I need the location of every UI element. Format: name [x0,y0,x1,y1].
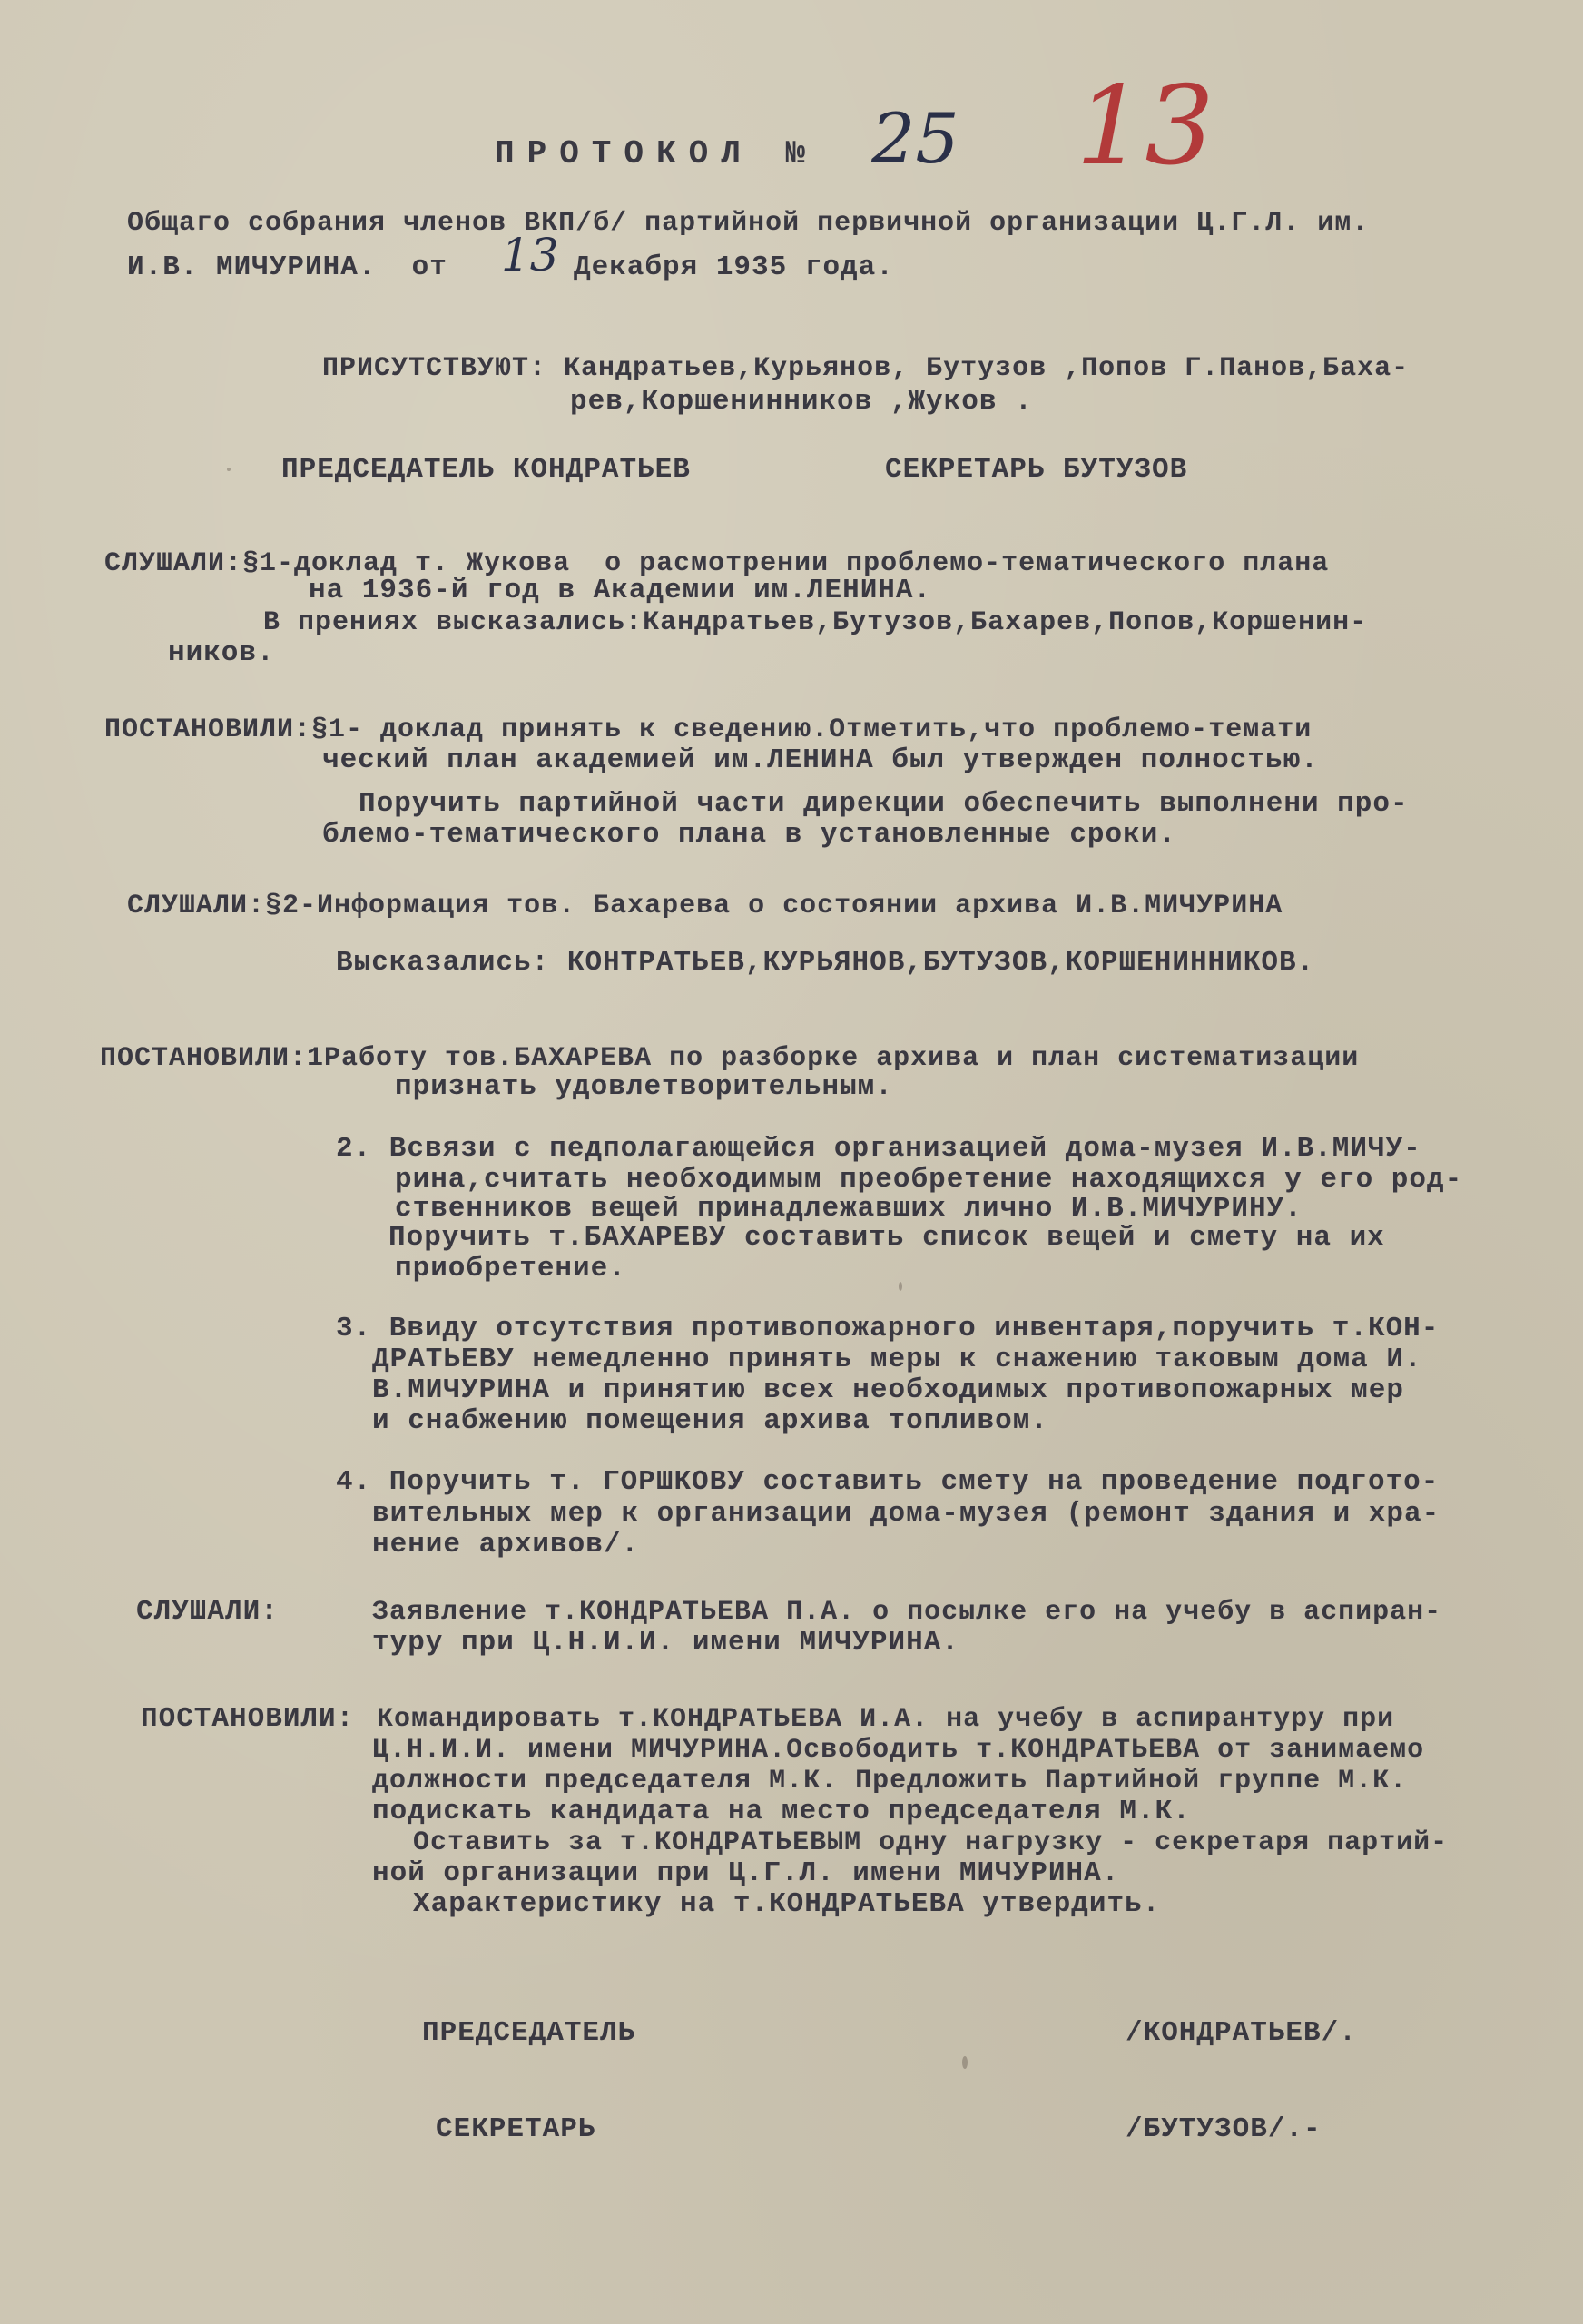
item-2-line-5: приобретение. [395,1253,626,1285]
heard-1-line-3: В прениях высказались:Кандратьев,Бутузов,Бахарев,Попов,Коршенин- [263,607,1368,638]
item-2-line-2: рина,считать необходимым преобретение находящихся у его род- [395,1164,1463,1196]
heard-1-line-4: ников. [168,637,275,669]
resolved-2-line-1: ПОСТАНОВИЛИ:1Работу тов.БАХАРЕВА по разборке архива и план систематизации [100,1043,1360,1074]
item-2-line-4: Поручить т.БАХАРЕВУ составить список вещей и смету на их [388,1222,1385,1254]
resolved-1-line-3: Поручить партийной части дирекции обеспечить выполнени про- [359,788,1409,820]
protocol-title: ПРОТОКОЛ № [495,135,819,172]
secretary-signature-label: СЕКРЕТАРЬ [436,2113,596,2145]
chair-signature-label: ПРЕДСЕДАТЕЛЬ [422,2017,636,2049]
protocol-number-handwritten: 25 [871,98,959,179]
paper-speck [899,1282,902,1291]
item-3-line-2: ДРАТЬЕВУ немедленно принять меры к снажению таковым дома И. [372,1344,1422,1375]
chair-signature-name: /КОНДРАТЬЕВ/. [1126,2017,1357,2049]
resolved-1-line-2: ческий план академией им.ЛЕНИНА был утвержден полностью. [322,744,1319,776]
secretary-officer: СЕКРЕТАРЬ БУТУЗОВ [885,454,1188,486]
heard-3-label: СЛУШАЛИ: [136,1596,279,1628]
paper-speck [962,2056,968,2069]
heard-1-line-1: СЛУШАЛИ:§1-доклад т. Жукова о расмотрении проблемо-тематического плана [104,548,1330,579]
resolved-3-line-7: Характеристику на т.КОНДРАТЬЕВА утвердить. [413,1888,1161,1920]
heard-3-line-1: Заявление т.КОНДРАТЬЕВА П.А. о посылке его на учебу в аспиран- [372,1597,1442,1628]
resolved-3-line-6: ной организации при Ц.Г.Л. имени МИЧУРИНА. [372,1857,1120,1889]
item-4-line-3: нение архивов/. [372,1529,640,1561]
heard-1-line-2: на 1936-й год в Академии им.ЛЕНИНА. [309,575,932,606]
item-3-line-3: В.МИЧУРИНА и принятию всех необходимых противопожарных мер [372,1374,1404,1406]
resolved-3-line-5: Оставить за т.КОНДРАТЬЕВЫМ одну нагрузку - секретаря партий- [413,1827,1449,1858]
resolved-2-line-2: признать удовлетворительным. [395,1071,893,1103]
archive-page-number-red: 13 [1076,64,1214,190]
heard-2-line-2: Высказались: КОНТРАТЬЕВ,КУРЬЯНОВ,БУТУЗОВ,КОРШЕНИННИКОВ. [336,947,1315,979]
item-4-line-1: 4. Поручить т. ГОРШКОВУ составить смету на проведение подгото- [336,1466,1440,1498]
resolved-3-label: ПОСТАНОВИЛИ: [141,1703,355,1735]
attendance-line-2: рев,Коршенинников ,Жуков . [570,386,1033,418]
resolved-3-line-1: Командировать т.КОНДРАТЬЕВА И.А. на учебу в аспирантуру при [377,1704,1395,1735]
date-day-handwritten: 13 [501,229,559,281]
resolved-3-line-4: подискать кандидата на место председателя М.К. [372,1796,1191,1827]
subtitle-line-2-start: И.В. МИЧУРИНА. от [127,251,447,283]
heard-3-line-2: туру при Ц.Н.И.И. имени МИЧУРИНА. [372,1627,959,1659]
item-4-line-2: вительных мер к организации дома-музея (ремонт здания и хра- [372,1498,1440,1530]
resolved-1-line-4: блемо-тематического плана в установленные сроки. [322,819,1176,851]
item-2-line-1: 2. Всвязи с педполагающейся организацией дома-музея И.В.МИЧУ- [336,1133,1421,1165]
item-3-line-1: 3. Ввиду отсутствия противопожарного инвентаря,поручить т.КОН- [336,1313,1440,1344]
resolved-1-line-1: ПОСТАНОВИЛИ:§1- доклад принять к сведению.Отметить,что проблемо-темати [104,714,1313,745]
resolved-3-line-2: Ц.Н.И.И. имени МИЧУРИНА.Освободить т.КОНДРАТЬЕВА от занимаемо [372,1735,1425,1766]
resolved-3-line-3: должности председателя М.К. Предложить Партийной группе М.К. [372,1766,1408,1797]
secretary-signature-name: /БУТУЗОВ/.- [1126,2113,1322,2145]
subtitle-line-2-end: Декабря 1935 года. [574,251,894,283]
subtitle-line-1: Общаго собрания членов ВКП/б/ партийной первичной организации Ц.Г.Л. им. [127,208,1370,239]
heard-2-line-1: СЛУШАЛИ:§2-Информация тов. Бахарева о состоянии архива И.В.МИЧУРИНА [127,891,1283,921]
attendance-line-1: ПРИСУТСТВУЮТ: Кандратьев,Курьянов, Бутузов ,Попов Г.Панов,Баха- [322,353,1410,384]
paper-speck [227,468,231,471]
chair-officer: ПРЕДСЕДАТЕЛЬ КОНДРАТЬЕВ [281,454,691,486]
item-3-line-4: и снабжению помещения архива топливом. [372,1405,1048,1437]
item-2-line-3: ственников вещей принадлежавших лично И.В.МИЧУРИНУ. [395,1193,1303,1225]
